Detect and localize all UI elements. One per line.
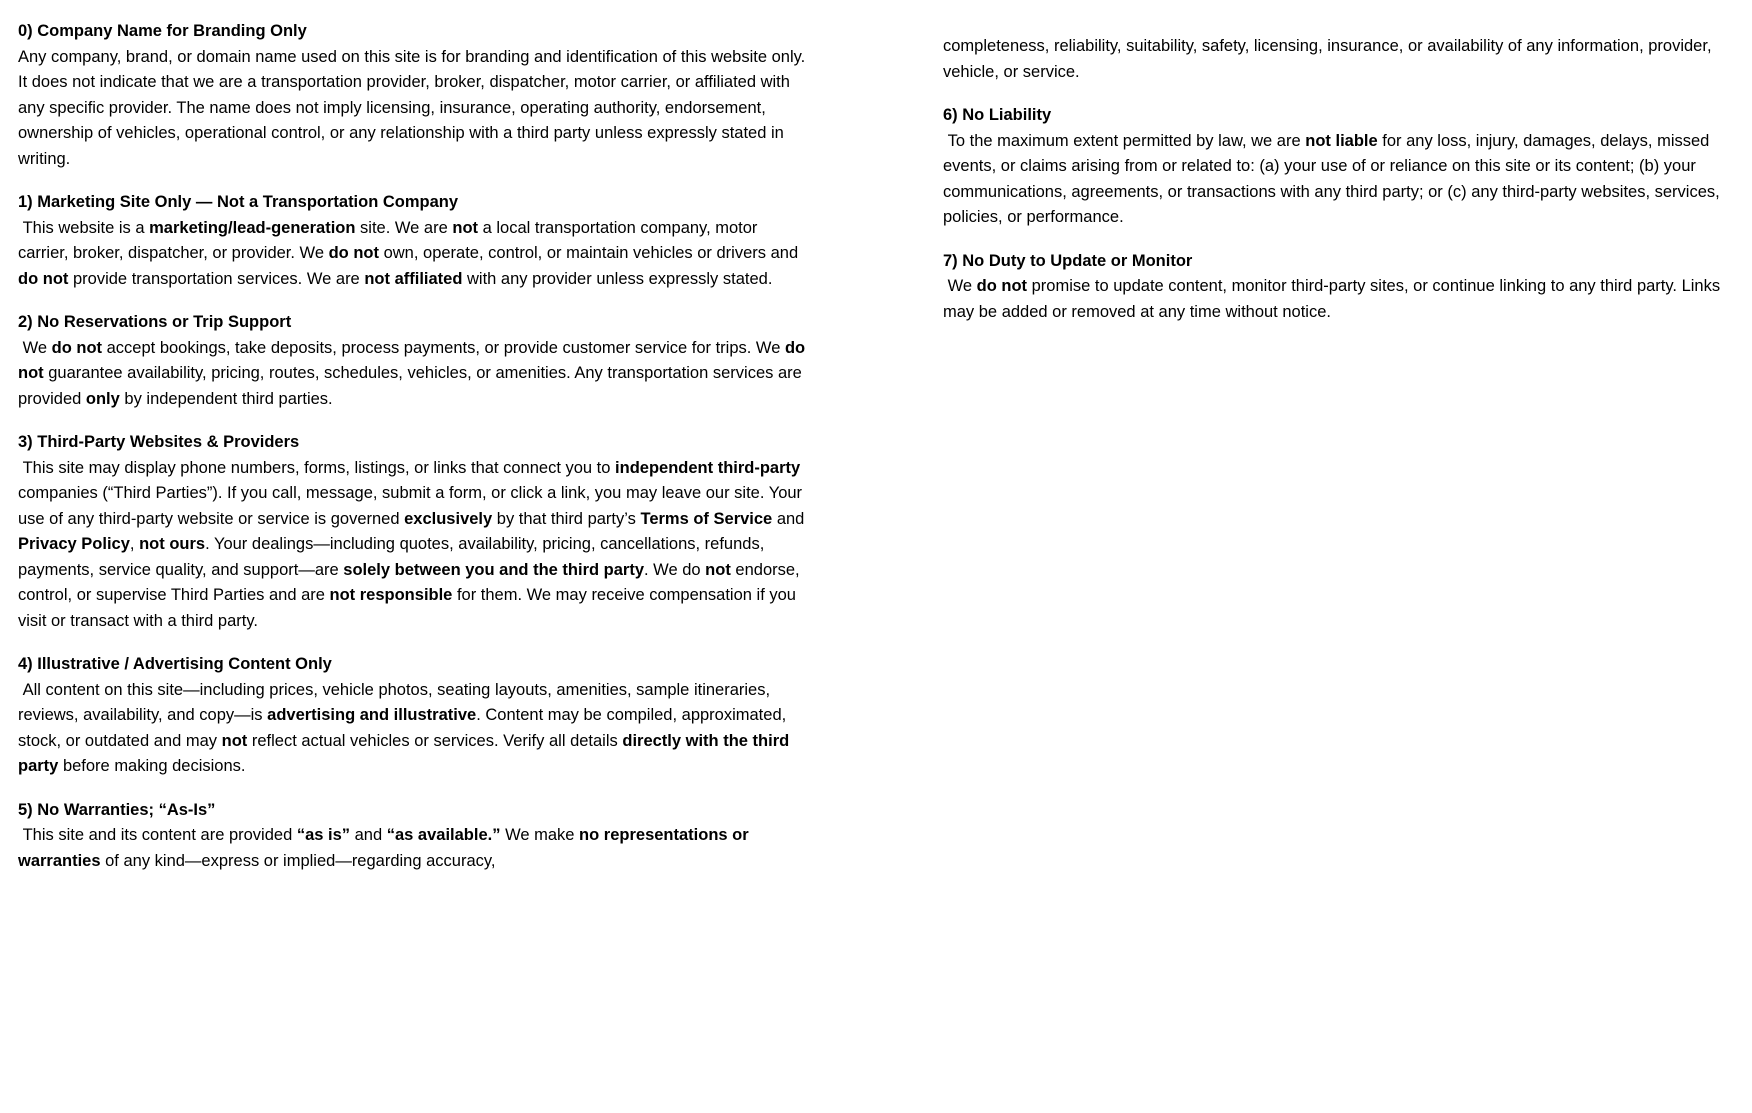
body-text: by that third party’s xyxy=(492,509,641,528)
body-text: provide transportation services. We are xyxy=(68,269,365,288)
body-text-bold: not affiliated xyxy=(364,269,463,288)
body-text-bold: do not xyxy=(18,338,810,382)
body-text-bold: not liable xyxy=(1305,131,1378,150)
body-text: and xyxy=(350,826,387,844)
section-heading: 2) No Reservations or Trip Support xyxy=(18,313,292,331)
body-text-bold: solely between you and the third party xyxy=(343,560,645,579)
body-text-bold: do not xyxy=(51,338,103,357)
section-heading: 4) Illustrative / Advertising Content Only xyxy=(18,655,332,673)
body-text: Any company, brand, or domain name used on this site is for branding and identification of this website only. It does not indicate that we are a transportation provider, broker, dispatcher, motor carrier, or affiliated with any specific provider. The name does not imply licensing, insurance, operating authority, endorsement, ownership of vehicles, operational control, or any relationship with a third party unless expressly stated in writing. xyxy=(18,47,810,168)
body-text: promise to update content, monitor third-party sites, or continue linking to any third party. Links may be added or removed at any time without notice. xyxy=(943,277,1725,321)
body-text-bold: only xyxy=(85,389,120,408)
body-text: by independent third parties. xyxy=(119,389,333,408)
body-text: This site and its content are provided xyxy=(18,826,297,844)
body-text: , xyxy=(129,535,140,553)
body-text-bold: not xyxy=(705,560,731,579)
body-text: completeness, reliability, suitability, safety, licensing, insurance, or availability of any information, provider, vehicle, or service. xyxy=(943,37,1717,81)
body-text: . Content may be compiled, approximated, stock, or outdated and may xyxy=(18,706,791,750)
disclaimer-section xyxy=(18,190,809,292)
body-text: endorse, control, or supervise Third Parties and are xyxy=(18,560,805,604)
disclaimer-section xyxy=(18,19,809,172)
body-text-bold: Privacy Policy xyxy=(18,535,130,553)
body-text-bold: not xyxy=(452,218,479,237)
body-text: This website is a xyxy=(18,218,150,237)
section-heading: 1) Marketing Site Only — Not a Transportation Company xyxy=(18,193,459,211)
body-text: for any loss, injury, damages, delays, missed events, or claims arising from or related to: (a) your use of or reliance on this site or its content; (b) your communications, agreements, or transactions with any third party; or (c) any third-party websites, services, policies, or performance. xyxy=(943,131,1725,226)
body-text: and xyxy=(772,509,809,528)
body-text: before making decisions. xyxy=(58,757,246,775)
body-text-bold: do not xyxy=(976,277,1028,295)
body-text-bold: advertising and illustrative xyxy=(267,706,477,724)
disclaimer-section xyxy=(18,310,809,412)
body-text-bold: do not xyxy=(18,269,69,288)
body-text: . Your dealings—including quotes, availability, pricing, cancellations, refunds, payments, service quality, and support—are xyxy=(18,535,769,579)
section-heading: 5) No Warranties; “As-Is” xyxy=(18,800,216,819)
section-heading: 0) Company Name for Branding Only xyxy=(18,22,307,40)
body-text: a local transportation company, motor carrier, broker, dispatcher, or provider. We xyxy=(18,218,763,262)
body-text: for them. We may receive compensation if you visit or transact with a third party. xyxy=(18,586,801,630)
body-text: site. We are xyxy=(355,218,453,237)
column-right xyxy=(943,34,1734,892)
section-heading: 3) Third-Party Websites & Providers xyxy=(18,433,300,451)
body-text: We xyxy=(18,338,52,357)
body-text: This site may display phone numbers, forms, listings, or links that connect you to xyxy=(18,458,616,477)
disclaimer-section xyxy=(943,103,1734,231)
body-text: All content on this site—including prices, vehicle photos, seating layouts, amenities, sample itineraries, reviews, availability, and copy—is xyxy=(18,680,775,724)
body-text: companies (“Third Parties”). If you call, message, submit a form, or click a link, you may leave our site. Your use of any third-party website or service is governed xyxy=(18,458,807,528)
body-text-bold: no representations or warranties xyxy=(18,826,754,870)
body-text: reflect actual vehicles or services. Verify all details xyxy=(247,731,623,750)
disclaimer-section xyxy=(18,652,809,780)
body-text-bold: not ours xyxy=(139,535,206,553)
body-text: guarantee availability, pricing, routes, schedules, vehicles, or amenities. Any transportation services are provided xyxy=(18,364,807,408)
disclaimer-section xyxy=(943,34,1734,85)
body-text-bold: exclusively xyxy=(404,509,493,528)
body-text-bold: independent third-party xyxy=(615,458,801,477)
body-text: accept bookings, take deposits, process payments, or provide customer service for trips. We xyxy=(102,338,785,357)
column-left xyxy=(18,19,809,892)
body-text: . We do xyxy=(644,560,706,579)
disclaimer-section xyxy=(18,798,809,875)
disclaimer-section xyxy=(18,430,809,634)
disclaimer-section xyxy=(943,249,1734,326)
body-text: To the maximum extent permitted by law, we are xyxy=(943,131,1306,150)
body-text-bold: directly with the third party xyxy=(18,731,794,775)
body-text-bold: marketing/lead-generation xyxy=(149,218,356,237)
body-text-bold: not responsible xyxy=(329,586,453,604)
body-text: We make xyxy=(500,826,580,844)
body-text: with any provider unless expressly stated. xyxy=(462,269,773,288)
body-text-bold: Terms of Service xyxy=(640,509,773,528)
section-heading: 7) No Duty to Update or Monitor xyxy=(943,251,1193,270)
section-heading: 6) No Liability xyxy=(943,106,1052,124)
body-text-bold: do not xyxy=(328,244,379,262)
body-text-bold: “as is” xyxy=(296,826,351,844)
body-text: of any kind—express or implied—regarding accuracy, xyxy=(100,851,496,870)
body-text: own, operate, control, or maintain vehicles or drivers and xyxy=(379,244,803,262)
body-text: We xyxy=(943,277,977,295)
body-text-bold: not xyxy=(221,731,248,750)
body-text-bold: “as available.” xyxy=(386,826,501,844)
